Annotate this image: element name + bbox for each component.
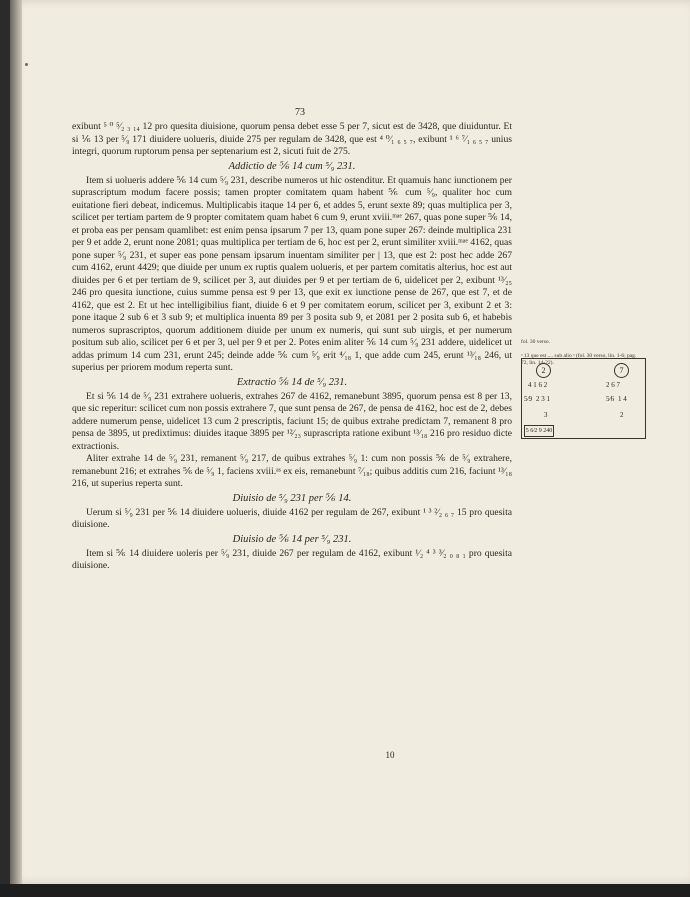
diagram-circle-right: 7 (614, 363, 629, 378)
diagram-result-box (524, 425, 554, 437)
page-number: 73 (295, 107, 305, 118)
book-page (10, 0, 690, 884)
main-text (72, 121, 512, 573)
paragraph: Uerum si ⁵⁄₉ 231 per ⅚ 14 diuidere uolueris, diuide 4162 per regulam de 267, exibunt ¹ ³ ²⁄₂ ₆ ₇ 15 pro quesita diuisione. (72, 506, 512, 530)
diagram-row2-left-frac: 5⁄9 (524, 395, 533, 403)
paragraph: Item si ⅚ 14 diuidere uoleris per ⁵⁄₉ 231, diuide 267 per regulam de 4162, exibunt ¹⁄₂ ⁴ ³ ³⁄₂ ₀ ₈ ₁ pro quesita diuisione. (72, 547, 512, 571)
diagram-row1-right: 2 6 7 (606, 381, 620, 389)
diagram-row2-right-frac: 5⁄6 (606, 395, 615, 403)
diagram-row3-left: 3 (544, 411, 548, 419)
section-heading: Extractio ⅚ 14 de ⁵⁄₉ 231. (236, 376, 348, 388)
section-heading: Addictio de ⅚ 14 cum ⁵⁄₉ 231. (228, 160, 356, 172)
diagram-row1-left: 4 1 6 2 (528, 381, 548, 389)
binding-shadow (10, 0, 22, 884)
paragraph: Et si ⅚ 14 de ⁵⁄₉ 231 extrahere uolueris, extrahes 267 de 4162, remanebunt 3895, quorum pensa est 8 per 13, que sic reperitur: scilicet cum non possis extrahere 7, que sunt pensa de 267, de pensa de 4162, hoc est de 2, debes addere numerum pense, uidelicet 13 cum 2 prescriptis, faciunt 15; de quibus extrahe predictam 7, remanent 8 pro pensa de 3895, ut predixtimus: diuides itaque 3895 per ¹²⁄₂₃ suprascripta ratione exibunt ¹³⁄₁₈ 216 pro residuo dicte extractionis. (72, 390, 512, 452)
section-heading: Diuisio de ⅚ 14 per ⁵⁄₉ 231. (232, 533, 352, 545)
footer-signature: 10 (385, 750, 395, 760)
margin-variant-note: ᵃ 13 que est .... sub alio ᵃ (fol. 30 verso, lin. 1-6; pag. 72, lin. 14-22). (521, 353, 637, 366)
diagram-result-value: 240 (543, 428, 553, 434)
paragraph: Item si uolueris addere ⅚ 14 cum ⁵⁄₉ 231, describe numeros ut hic ostenditur. Et quamuis hanc iunctionem per suprascriptum modum facere possis; tamen propter comitatem quam habent ⅚ cum ⁵⁄₉, qualiter hoc cum euitatione fieri debeat, indicemus. Multiplicabis itaque 14 per 6, et addes 5, erunt sexte 89; quas multiplica per 3, scilicet per tertiam partem de 9 propter comitatem quam habet 6 cum 9, erunt xviii.ᵐᵃᵉ 267, quas pone super ⅚ 14, et proba eas per pensam quamlibet: est enim pensa ipsarum 7 per 13, quam pone super 267: deinde multiplica 231 per 9 et adde 2, erunt none 2081; quas multiplica per tertiam de 6, hoc est per 2, erunt similiter xviii.ᵐᵃᵉ 4162, quas pone super ⁵⁄₉ 231, et super eas pone pensam ipsarum inuentam similiter per | 13, que est 2: post hec adde 267 cum 4162, erunt 4429; que diuide per unum ex ruptis qualem uolueris, et per partem comitatis alterius, hoc est aut diuides per 6 et per tertiam de 9, scilicet per 3, aut diuides per 9 et per tertiam de 6, uidelicet per 2, exibunt ¹³⁄₂₅ 246 pro quesita iunctione, cuius summe pensa est 9 per 13, que exit ex iunctione pense de 267, que est 7, et de 4162, que est 2. Et ut hec intelligibilius fiant, diuide 6 et 9 per comitatem eorum, scilicet per 3, exibunt 2 et 3: pone itaque 2 sub 6 et 3 sub 9; et multiplica inuenta 89 per 3 posita sub 9, et 2081 per 2 posita sub 6, et habebis numeros suprascriptos, quorum additionem diuide per unum ex numeris, qui sunt sub uirgis, et per numerum positum sub alio, scilicet per 6 et per 3, uel per 9 et per 2. Potes enim aliter ⅚ 14 cum ⁵⁄₉ 231 addere, uidelicet ut addas primum 14 cum 231, erunt 245; deinde adde ⅚ cum ⁵⁄₉ erit ⁴⁄₁₈ 1, que adde cum 245, erunt ¹³⁄₁₈ 246, ut superius per priorem modum reperta sunt. (72, 174, 512, 373)
scan-bottom-edge (0, 884, 690, 897)
margin-folio-note: fol. 30 verso. (521, 339, 551, 345)
paragraph: exibunt ⁵ ⁰ ⁵⁄₂ ₃ ₁₄ 12 pro quesita diuisione, quorum pensa debet esse 5 per 7, sicut est de 3428, que diuiduntur. Et si ⅙ 13 per ⁵⁄₉ 171 diuidere uolueris, diuide 275 per regulam de 3428, que est ⁴ ⁰⁄₁ ₆ ₅ ₇, exibunt ¹ ⁶ ⁷⁄₁ ₆ ₅ ₇ unius integri, quorum ruptorum pensa per septenarium est 2, sicuti fuit de 275. (72, 121, 512, 157)
diagram-circle-left: 2 (536, 363, 551, 378)
diagram-row2-left: 2 3 1 (536, 395, 550, 403)
section-heading: Diuisio de ⁵⁄₉ 231 per ⅚ 14. (232, 492, 352, 504)
paragraph: Aliter extrahe 14 de ⁵⁄₉ 231, remanent ⁵⁄₉ 217, de quibus extrahes ⁵⁄₉ 1: cum non possis ⅚ de ⁵⁄₉ extrahere, remanebunt 216; et extrahes ⅚ de ⁵⁄₉ 1, faciens xviii.ᵃˢ ex eis, remanebunt ⁷⁄₁₈; quibus additis cum 216, faciunt ¹³⁄₁₈ 216, ut superius reperta sunt. (72, 453, 512, 489)
diagram-result-frac: 5 6⁄2 9 (525, 428, 542, 434)
diagram-row3-right: 2 (620, 411, 624, 419)
diagram-frame (521, 358, 646, 439)
diagram-row2-right: 1 4 (618, 395, 627, 403)
margin-dot (25, 63, 28, 66)
